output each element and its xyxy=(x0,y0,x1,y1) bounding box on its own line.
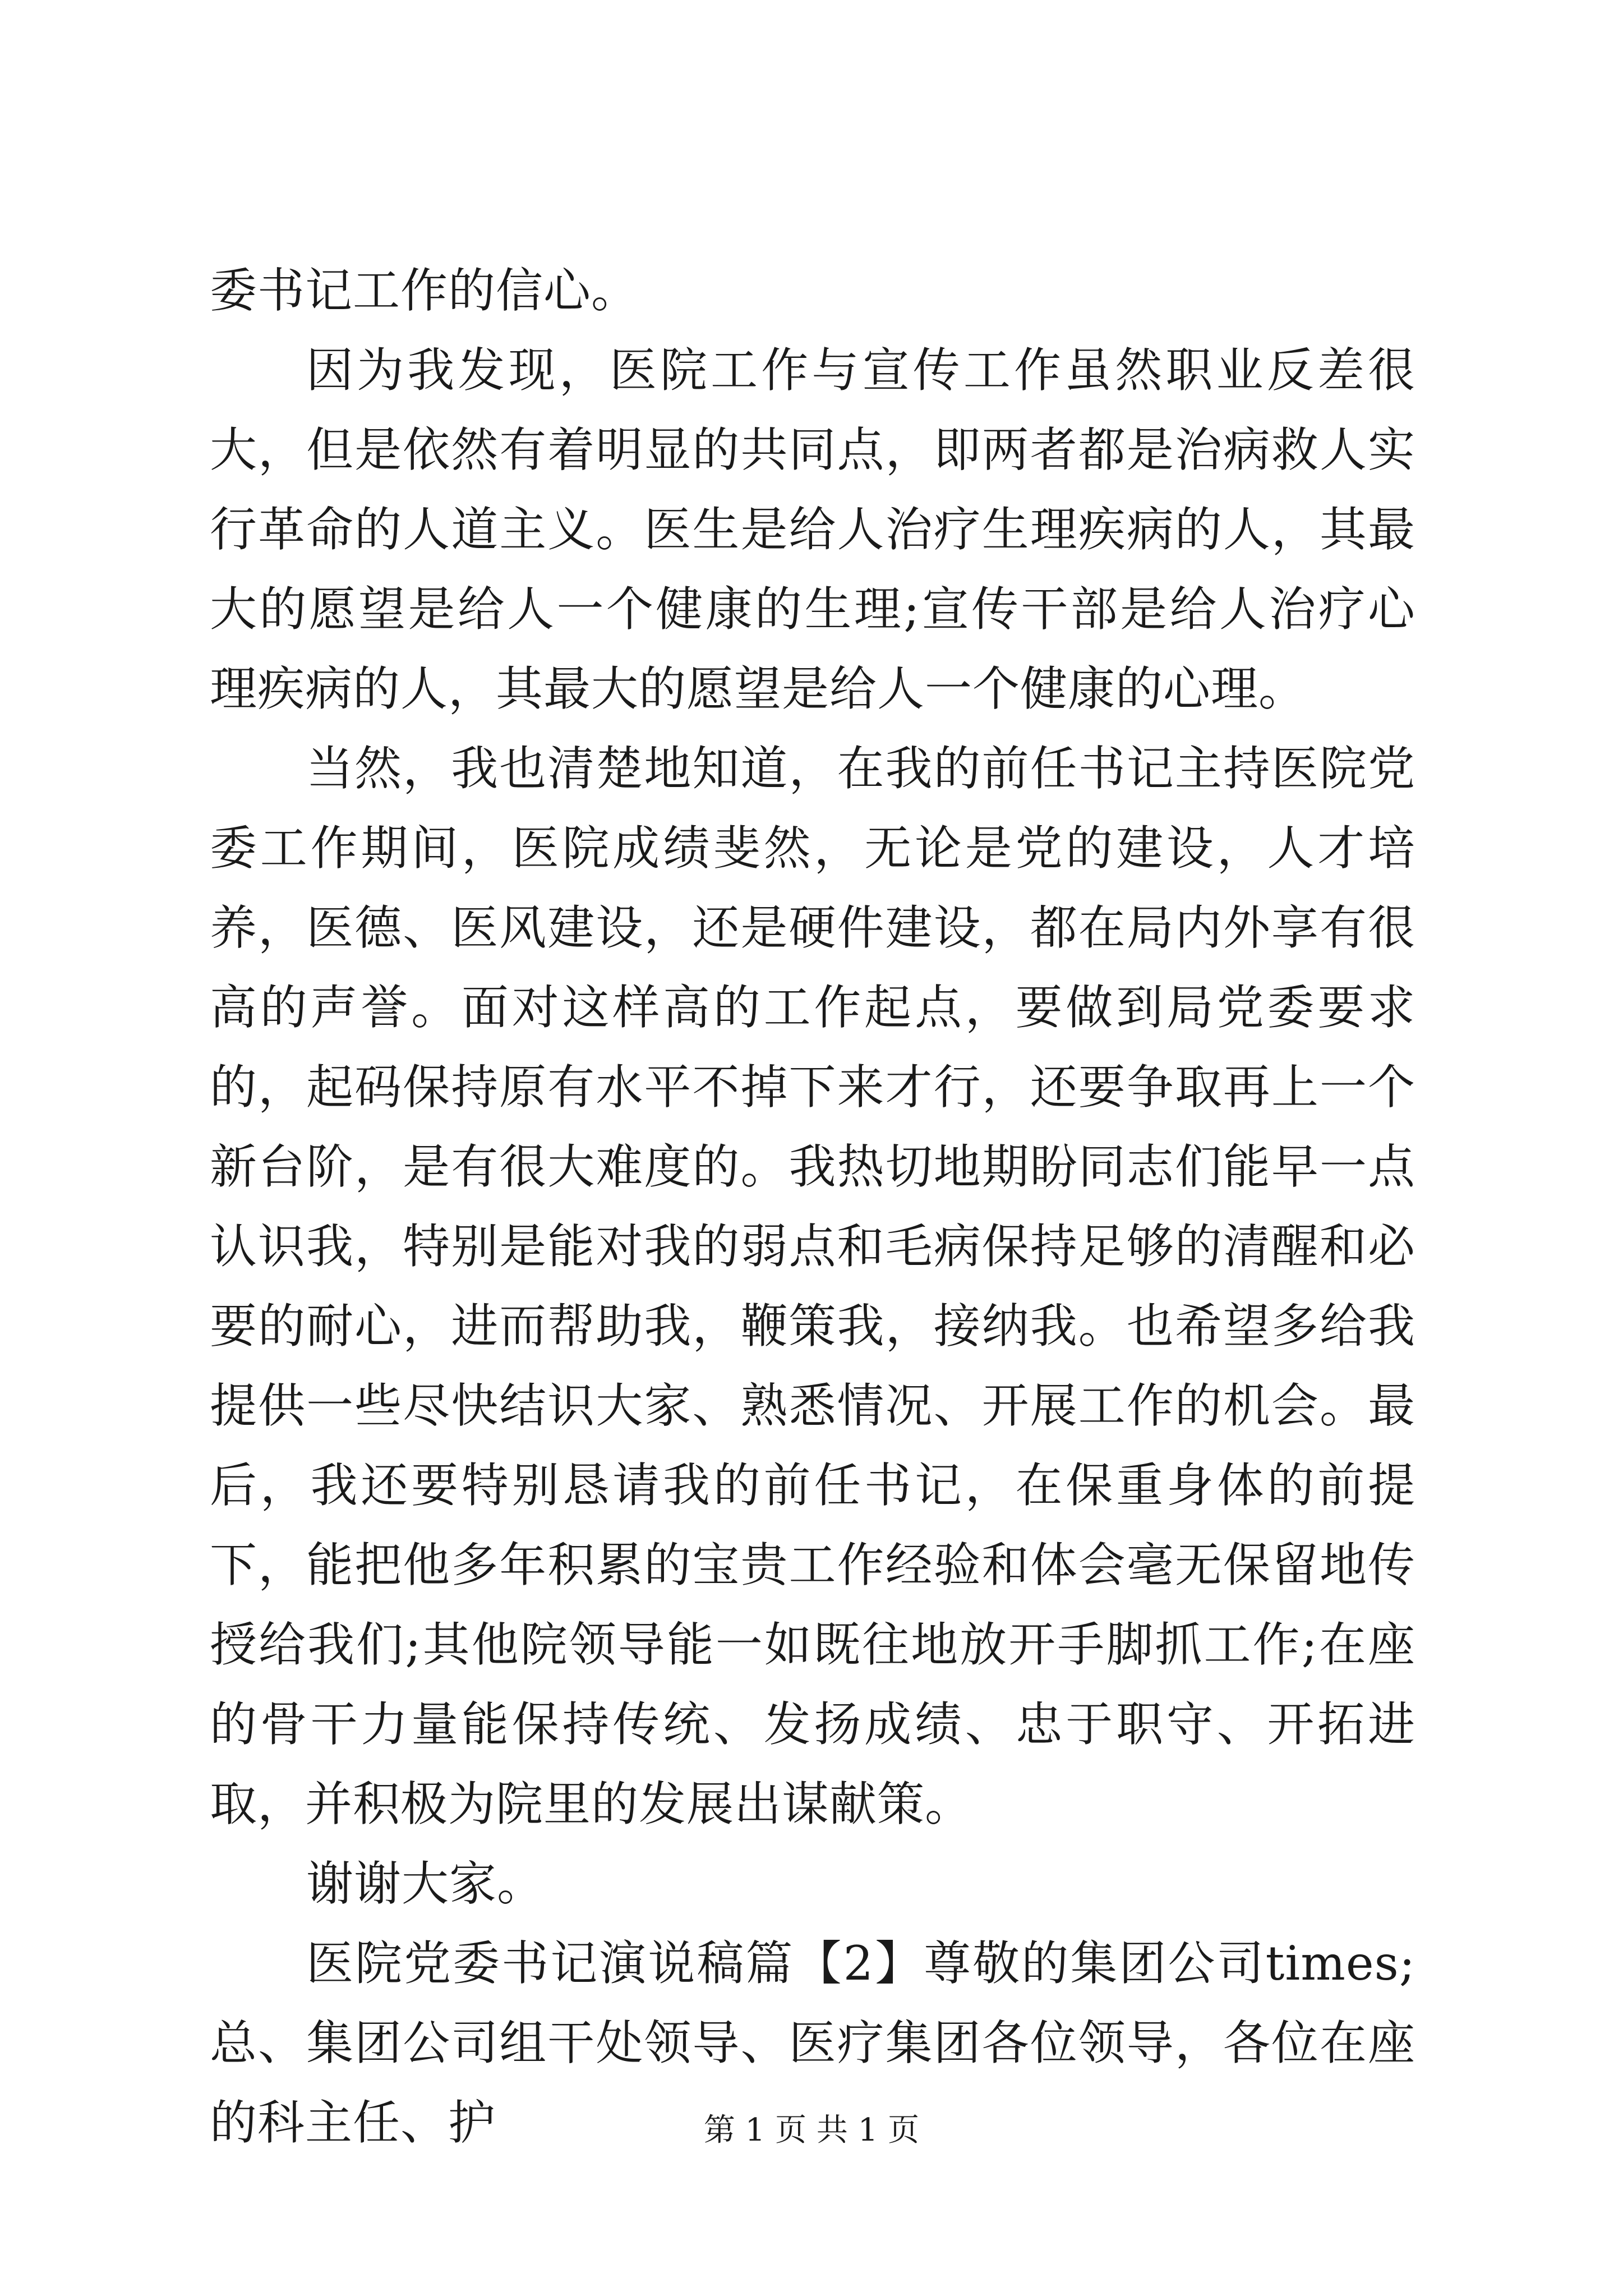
paragraph-5: 医院党委书记演说稿篇【2】尊敬的集团公司times;总、集团公司组干处领导、医疗集团各位领导，各位在座的科主任、护 xyxy=(210,1936,1415,2150)
paragraph-1: 委书记工作的信心。 xyxy=(210,263,639,318)
paragraph-4: 谢谢大家。 xyxy=(306,1856,545,1911)
paragraph-3: 当然，我也清楚地知道，在我的前任书记主持医院党委工作期间，医院成绩斐然，无论是党的建设，人才培养，医德、医风建设，还是硬件建设，都在局内外享有很高的声誉。面对这样高的工作起点，要做到局党委要求的，起码保持原有水平不掉下来才行，还要争取再上一个新台阶，是有很大难度的。我热切地期盼同志们能早一点认识我，特别是能对我的弱点和毛病保持足够的清醒和必要的耐心，进而帮助我，鞭策我，接纳我。也希望多给我提供一些尽快结识大家、熟悉情况、开展工作的机会。最后，我还要特别恳请我的前任书记，在保重身体的前提下，能把他多年积累的宝贵工作经验和体会毫无保留地传授给我们;其他院领导能一如既往地放开手脚抓工作;在座的骨干力量能保持传统、发扬成绩、忠于职守、开拓进取，并积极为院里的发展出谋献策。 xyxy=(210,741,1415,1832)
body-text xyxy=(210,251,1415,2162)
page-footer: 第 1 页 共 1 页 xyxy=(703,2112,920,2148)
paragraph-2: 因为我发现，医院工作与宣传工作虽然职业反差很大，但是依然有着明显的共同点，即两者都是治病救人实行革命的人道主义。医生是给人治疗生理疾病的人，其最大的愿望是给人一个健康的生理;宣传干部是给人治疗心理疾病的人，其最大的愿望是给人一个健康的心理。 xyxy=(210,343,1415,716)
